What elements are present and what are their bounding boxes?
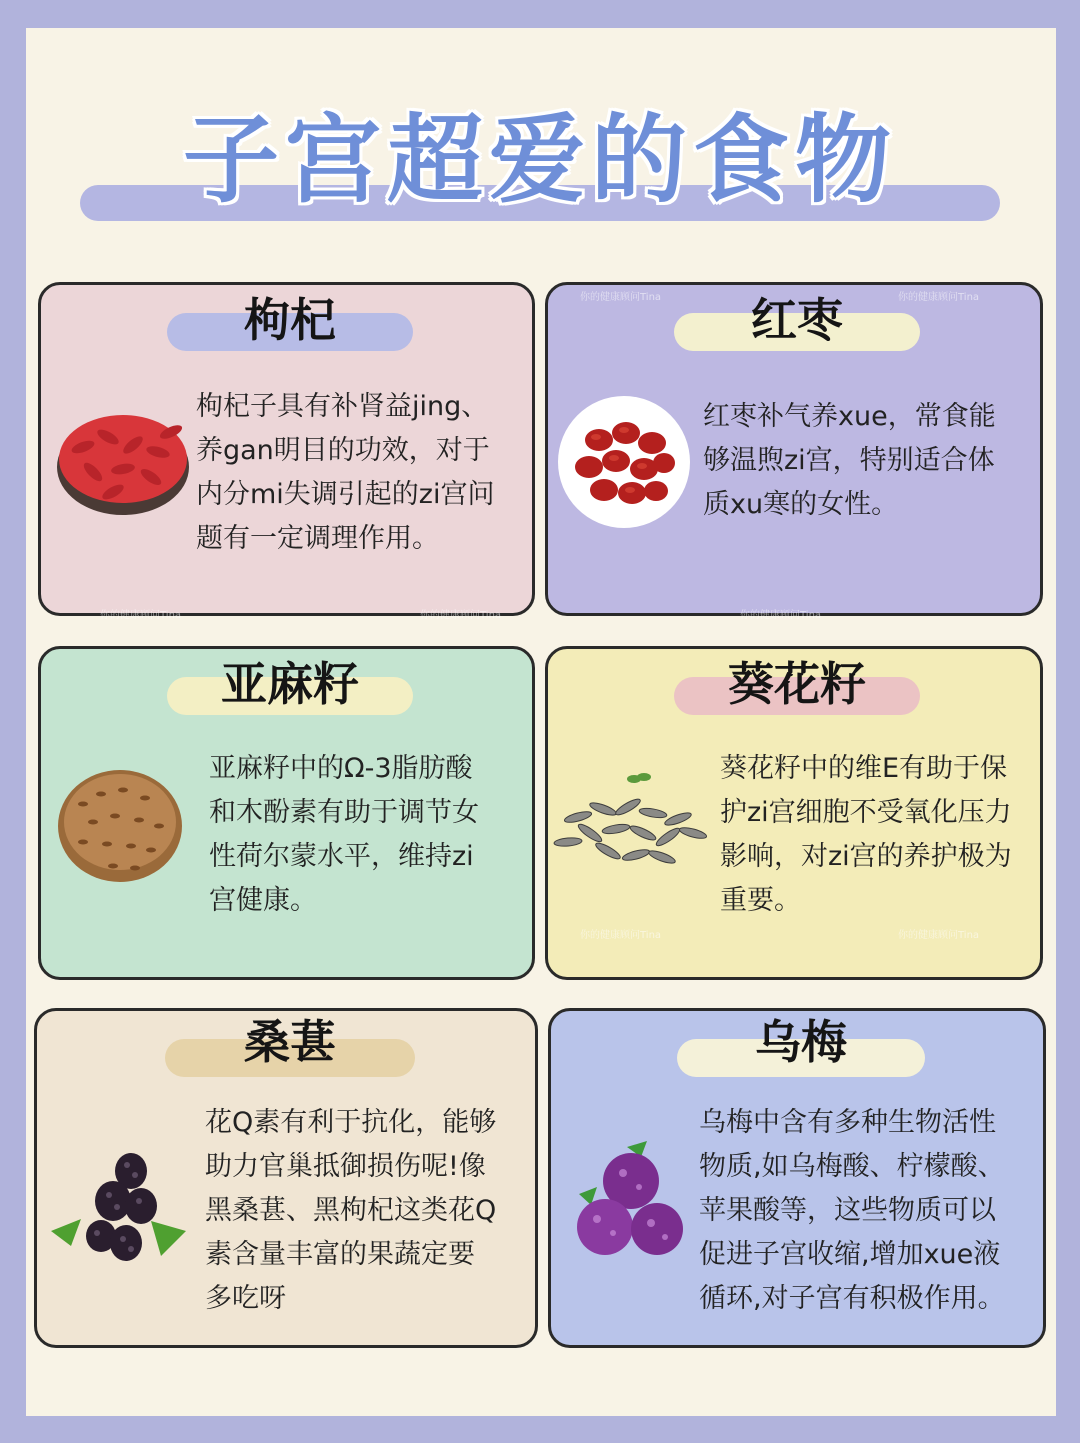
card-flaxseed [38, 646, 535, 980]
card-description [209, 747, 529, 923]
title-block [80, 105, 1000, 225]
watermark-text: 你的健康顾问Tina [420, 610, 502, 621]
watermark-text: 你的健康顾问Tina [740, 610, 822, 621]
text-line: 养gan明目的功效，对于 [196, 435, 490, 466]
mulberries-image [41, 1151, 191, 1271]
card-mulberries [34, 1008, 538, 1348]
sunflower-seeds-image [548, 767, 713, 877]
card-plums [548, 1008, 1046, 1348]
card-title: 桑葚 [244, 1015, 336, 1069]
card-title: 葵花籽 [728, 657, 866, 711]
watermark-text: 你的健康顾问Tina [898, 292, 980, 303]
text-line: 题有一定调理作用。 [196, 523, 439, 554]
card-title: 乌梅 [755, 1015, 847, 1069]
text-line: 内分mi失调引起的zi宫问 [196, 479, 495, 510]
text-line: 花Q素有利于抗化，能够 [205, 1107, 497, 1138]
flaxseed-image [53, 764, 188, 889]
watermark-text: 你的健康顾问Tina [100, 610, 182, 621]
text-line: 影响，对zi宫的养护极为 [720, 841, 1012, 872]
text-line: 物质,如乌梅酸、柠檬酸、 [699, 1151, 1005, 1182]
text-line: 苹果酸等，这些物质可以 [699, 1195, 996, 1226]
card-description [703, 395, 1038, 527]
poster-title: 子宫超爱的食物 [183, 104, 897, 216]
card-description [205, 1101, 531, 1321]
card-goji [38, 282, 535, 616]
text-line: 枸杞子具有补肾益jing、 [196, 391, 489, 422]
text-line: 素含量丰富的果蔬定要 [205, 1239, 475, 1270]
text-line: 性荷尔蒙水平，维持zi [209, 841, 474, 872]
text-line: 重要。 [720, 885, 801, 916]
card-title: 亚麻籽 [221, 657, 359, 711]
text-line: 葵花籽中的维E有助于保 [720, 753, 1008, 784]
card-red-dates [545, 282, 1043, 616]
card-title: 红枣 [751, 293, 843, 347]
red-dates-image [554, 395, 694, 530]
text-line: 助力官巢抵御损伤呢!像 [205, 1151, 486, 1182]
watermark-text: 你的健康顾问Tina [580, 292, 662, 303]
text-line: 循环,对子宫有积极作用。 [699, 1283, 1005, 1314]
text-line: 多吃呀 [205, 1283, 286, 1314]
card-description [720, 747, 1038, 923]
text-line: 亚麻籽中的Ω-3脂肪酸 [209, 753, 473, 784]
text-line: 宫健康。 [209, 885, 317, 916]
text-line: 黑桑葚、黑枸杞这类花Q [205, 1195, 497, 1226]
text-line: 质xu寒的女性。 [703, 489, 899, 520]
goji-berries-image [53, 397, 193, 522]
card-title: 枸杞 [244, 293, 336, 347]
card-description [699, 1101, 1044, 1321]
watermark-text: 你的健康顾问Tina [898, 930, 980, 941]
card-description [196, 385, 526, 561]
text-line: 红枣补气养xue，常食能 [703, 401, 996, 432]
text-line: 促进子宫收缩,增加xue液 [699, 1239, 1001, 1270]
text-line: 乌梅中含有多种生物活性 [699, 1107, 996, 1138]
text-line: 够温煦zi宫，特别适合体 [703, 445, 995, 476]
text-line: 护zi宫细胞不受氧化压力 [720, 797, 1012, 828]
text-line: 和木酚素有助于调节女 [209, 797, 479, 828]
plums-image [569, 1139, 689, 1264]
watermark-text: 你的健康顾问Tina [580, 930, 662, 941]
